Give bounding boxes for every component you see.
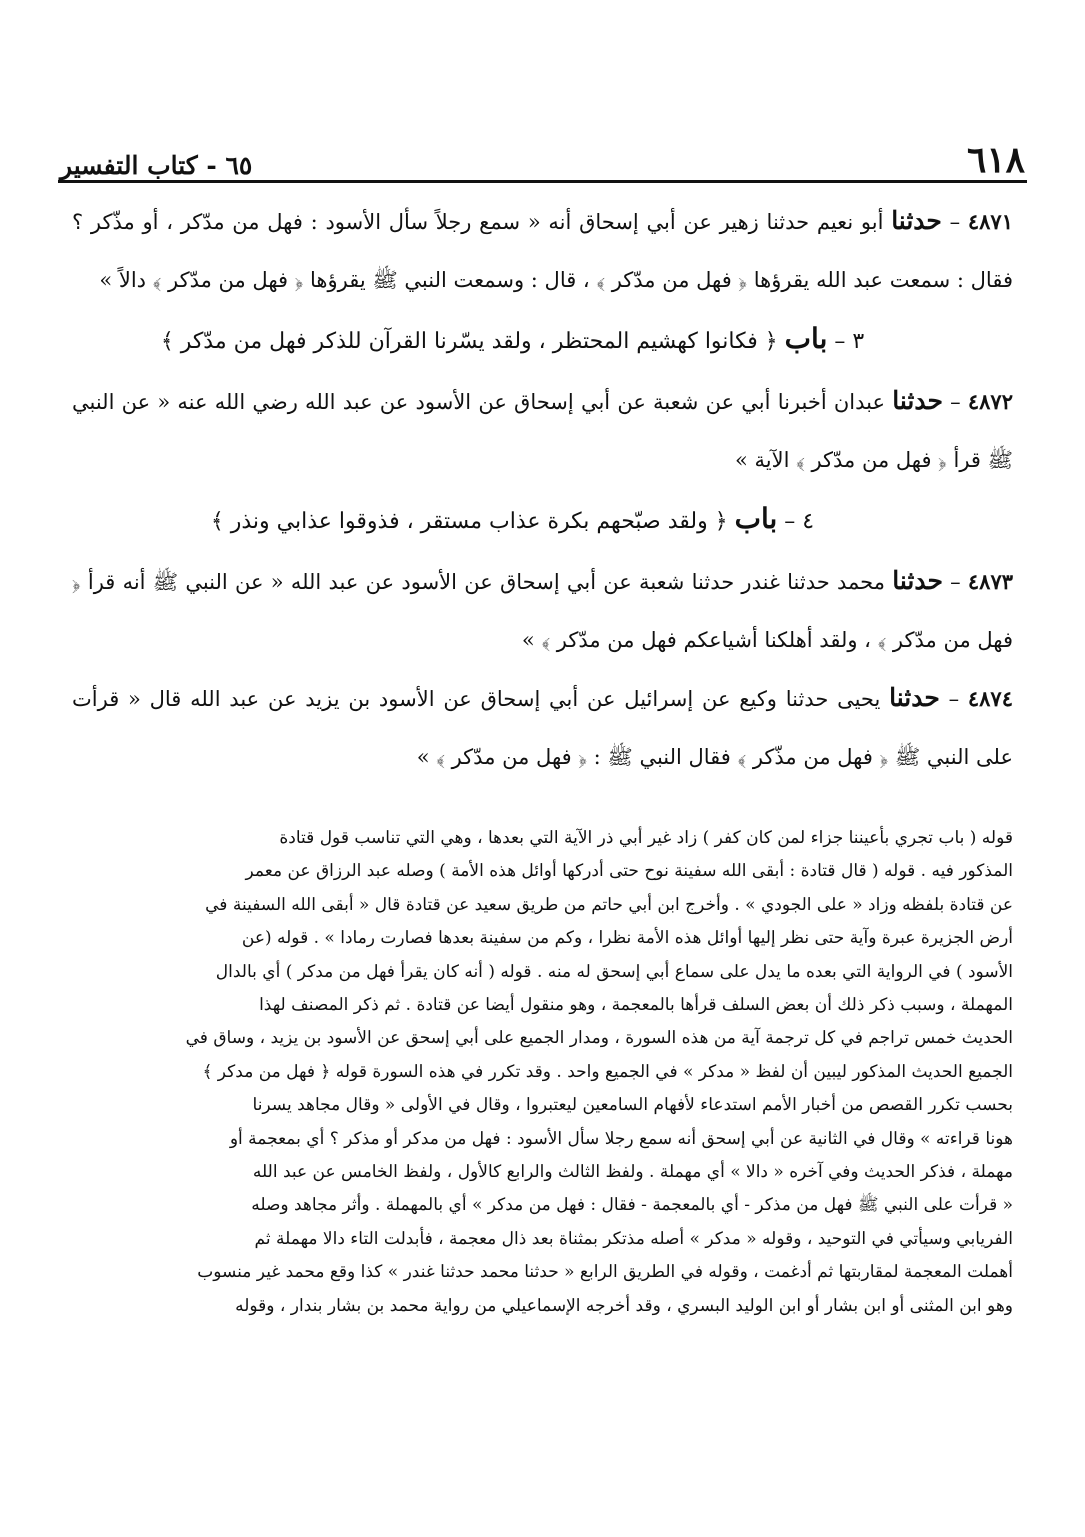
- commentary-line: أهملت المعجمة لمقاربتها ثم أدغمت ، وقوله في الطريق الرابع « حدثنا محمد حدثنا غندر » كذا وقع محمد غير منسوب: [197, 1262, 1013, 1283]
- commentary-line: المهملة ، وسبب ذكر ذلك أن بعض السلف قرأها بالمعجمة ، وهو منقول أيضا عن قتادة . ثم ذكر المصنف لهذا: [259, 995, 1013, 1016]
- bab-number: ٤: [802, 509, 815, 534]
- commentary-line: المذكور فيه . قوله ( قال قتادة : أبقى الله سفينة نوح حتى أدركها أوائل هذه الأمة ) وصله عبد الرزاق عن معمر: [245, 861, 1013, 882]
- bab-label: باب: [734, 502, 778, 535]
- hadith-number: ٤٨٧٢: [967, 389, 1013, 414]
- hadith-number: ٤٨٧٣: [967, 569, 1014, 594]
- commentary-line: الأسود ) في الرواية التي بعده ما يدل على سماع أبي إسحق له منه . قوله ( أنه كان يقرأ فهل من مدكر ) أي بالدال: [215, 961, 1013, 982]
- commentary-section: [72, 822, 1013, 1323]
- haddathana-label: حدثنا: [891, 206, 942, 235]
- commentary-line: عن قتادة بلفظه وزاد « على الجودي » . وأخرج ابن أبي حاتم من طريق سعيد عن قتادة قال « أبقى الله السفينة في: [205, 894, 1013, 915]
- haddathana-label: حدثنا: [892, 386, 943, 415]
- bab-number: ٣: [852, 329, 865, 354]
- hadith-text: يحيى حدثنا وكيع عن إسرائيل عن أبي إسحاق عن الأسود بن يزيد عن عبد الله قال « قرأت على النبي ﷺ ﴿ فهل من مذّكر ﴾ فقال النبي ﷺ : ﴿ فهل من مدّكر ﴾ »: [72, 687, 1013, 769]
- bab-text: ﴿ فكانوا كهشيم المحتظر ، ولقد يسّرنا القرآن للذكر فهل من مدّكر ﴾: [160, 329, 778, 354]
- hadith-text: أبو نعيم حدثنا زهير عن أبي إسحاق أنه « سمع رجلاً سأل الأسود : فهل من مدّكر ، أو مذّكر ؟ فقال : سمعت عبد الله يقرؤها ﴿ فهل من مدّكر ﴾ ، قال : وسمعت النبي ﷺ يقرؤها ﴿ فهل من مدّكر ﴾ دالاً »: [72, 210, 1013, 292]
- hadith-4874: ٤٨٧٤ – حدثنا يحيى حدثنا وكيع عن إسرائيل عن أبي إسحاق عن الأسود بن يزيد عن عبد الله قال « قرأت على النبي ﷺ ﴿ فهل من مذّكر ﴾ فقال النبي ﷺ : ﴿ فهل من مدّكر ﴾ »: [72, 683, 1013, 769]
- hadith-4871: ٤٨٧١ – حدثنا أبو نعيم حدثنا زهير عن أبي إسحاق أنه « سمع رجلاً سأل الأسود : فهل من مدّكر ، أو مذّكر ؟ فقال : سمعت عبد الله يقرؤها ﴿ فهل من مدّكر ﴾ ، قال : وسمعت النبي ﷺ يقرؤها ﴿ فهل من مدّكر ﴾ دالاً »: [72, 206, 1013, 292]
- commentary-line: الجميع الحديث المذكور ليبين أن لفظ « مدكر » في الجميع واحد . وقد تكرر في هذه السورة قوله ﴿ فهل من مدكر ﴾: [202, 1061, 1013, 1082]
- page-number: ٦١٨: [966, 139, 1025, 181]
- commentary-line: الحديث خمس تراجم في كل ترجمة آية من هذه السورة ، ومدار الجميع على أبي إسحق عن الأسود بن يزيد ، وساق في: [185, 1028, 1013, 1049]
- commentary-line: بحسب تكرر القصص من أخبار الأمم استدعاء لأفهام السامعين ليعتبروا ، وقال في الأولى « وقال مجاهد يسرنا: [252, 1095, 1013, 1116]
- commentary-line: « قرأت على النبي ﷺ فهل من مذكر - أي بالمعجمة - فقال : فهل من مدكر » أي بالمهملة . وأثر مجاهد وصله: [251, 1195, 1013, 1216]
- bab-heading-4: ٤ – باب ﴿ ولقد صبّحهم بكرة عذاب مستقر ، فذوقوا عذابي ونذر ﴾: [210, 502, 815, 535]
- hadith-number: ٤٨٧٤: [967, 686, 1013, 711]
- bab-heading-3: ٣ – باب ﴿ فكانوا كهشيم المحتظر ، ولقد يسّرنا القرآن للذكر فهل من مدّكر ﴾: [160, 322, 865, 355]
- hadith-text: محمد حدثنا غندر حدثنا شعبة عن أبي إسحاق عن الأسود عن عبد الله « عن النبي ﷺ أنه قرأ ﴿ فهل من مدّكر ﴾ ، ولقد أهلكنا أشياعكم فهل من مدّكر ﴾ »: [72, 570, 1013, 652]
- hadith-text: عبدان أخبرنا أبي عن شعبة عن أبي إسحاق عن الأسود عن عبد الله رضي الله عنه « عن النبي ﷺ قرأ ﴿ فهل من مدّكر ﴾ الآية »: [72, 390, 1013, 472]
- haddathana-label: حدثنا: [892, 566, 943, 595]
- hadith-number: ٤٨٧١: [967, 209, 1013, 234]
- commentary-line: هونا قراءته » وقال في الثانية عن أبي إسحق أنه سمع رجلا سأل الأسود : فهل من مدكر أو مذكر ؟ أي بمعجمة أو: [229, 1128, 1013, 1149]
- book-title: ٦٥ - كتاب التفسير: [60, 151, 253, 180]
- commentary-line: وهو ابن المثنى أو ابن بشار أو ابن الوليد البسري ، وقد أخرجه الإسماعيلي من رواية محمد بن بشار بندار ، وقوله: [235, 1295, 1013, 1316]
- hadith-section: [72, 192, 1013, 786]
- hadith-4872: ٤٨٧٢ – حدثنا عبدان أخبرنا أبي عن شعبة عن أبي إسحاق عن الأسود عن عبد الله رضي الله عنه « عن النبي ﷺ قرأ ﴿ فهل من مدّكر ﴾ الآية »: [72, 386, 1013, 472]
- bab-label: باب: [784, 322, 828, 355]
- page-header: [60, 128, 1025, 181]
- bab-text: ﴿ ولقد صبّحهم بكرة عذاب مستقر ، فذوقوا عذابي ونذر ﴾: [210, 509, 728, 534]
- header-rule: [58, 180, 1027, 183]
- commentary-line: الفريابي وسيأتي في التوحيد ، وقوله « مدكر » أصله مذتكر بمثناة بعد ذال معجمة ، فأبدلت التاء دالا مهملة ثم: [254, 1228, 1013, 1249]
- haddathana-label: حدثنا: [889, 683, 940, 712]
- commentary-line: مهملة ، فذكر الحديث وفي آخره « دالا » أي مهملة . ولفظ الثالث والرابع كالأول ، ولفظ الخامس عن عبد الله: [252, 1162, 1013, 1183]
- commentary-line: أرض الجزيرة عبرة وآية حتى نظر إليها أوائل هذه الأمة نظرا ، وكم من سفينة بعدها فصارت رمادا » . قوله (عن: [241, 928, 1013, 949]
- hadith-4873: ٤٨٧٣ – حدثنا محمد حدثنا غندر حدثنا شعبة عن أبي إسحاق عن الأسود عن عبد الله « عن النبي ﷺ أنه قرأ ﴿ فهل من مدّكر ﴾ ، ولقد أهلكنا أشياعكم فهل من مدّكر ﴾ »: [72, 566, 1014, 652]
- commentary-line: قوله ( باب تجري بأعيننا جزاء لمن كان كفر ) زاد غير أبي ذر الآية التي بعدها ، وهي التي تناسب قول قتادة: [279, 828, 1013, 848]
